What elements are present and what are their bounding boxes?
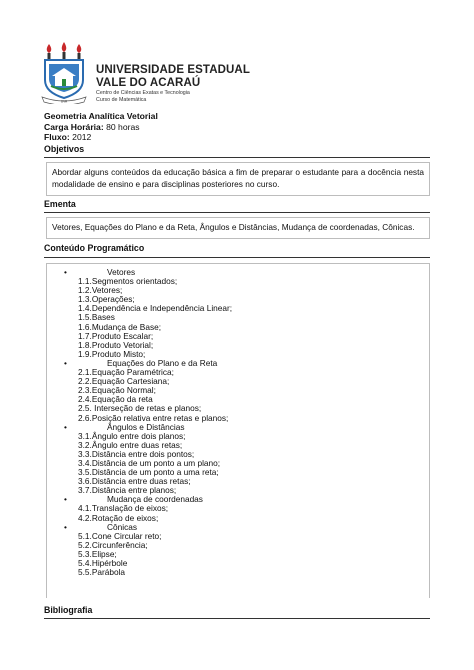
- objectives-heading: Objetivos: [44, 144, 85, 154]
- program-subitem: 2.5. Interseção de retas e planos;: [78, 403, 202, 414]
- program-subitem: 3.6.Distância entre duas retas;: [78, 476, 191, 487]
- program-heading: Conteúdo Programático: [44, 243, 145, 253]
- program-subitem: 5.1.Cone Circular reto;: [78, 530, 162, 541]
- program-topic-title: Ângulos e Distâncias: [107, 421, 185, 432]
- bibliography-rule: [44, 618, 430, 619]
- ementa-text: Vetores, Equações do Plano e da Reta, Ângulos e Distâncias, Mudança de coordenadas, Cônicas.: [52, 222, 415, 232]
- program-topic-title: Cônicas: [107, 521, 137, 532]
- program-subitem: 3.5.Distância de um ponto a uma reta;: [78, 467, 219, 478]
- institution-header: [40, 42, 340, 106]
- program-subitem: 5.5.Parábola: [78, 567, 126, 578]
- program-subitem: 1.6.Mudança de Base;: [78, 321, 162, 332]
- program-subitem: 2.3.Equação Normal;: [78, 385, 156, 396]
- program-subitem: 4.2.Rotação de eixos;: [78, 512, 159, 523]
- program-topic: [61, 523, 232, 532]
- institution-name-line1: UNIVERSIDADE ESTADUAL: [96, 64, 250, 76]
- program-subitem: 3.3.Distância entre dois pontos;: [78, 448, 195, 459]
- program-topic-title: Equações do Plano e da Reta: [107, 357, 218, 368]
- program-subitem: 2.1.Equação Paramétrica;: [78, 367, 174, 378]
- bullet-icon: •: [64, 494, 67, 505]
- program-topic-title: Mudança de coordenadas: [107, 494, 203, 505]
- flow-value: 2012: [72, 132, 92, 143]
- program-subitem: 2.4.Equação da reta: [78, 394, 153, 405]
- ementa-rule: [44, 212, 430, 213]
- institution-center: Centro de Ciências Exatas e Tecnologia: [96, 90, 190, 96]
- program-subitem: 5.4.Hipérbole: [78, 558, 128, 568]
- program-subitem: 1.7.Produto Escalar;: [78, 330, 154, 341]
- program-subitem: 1.8.Produto Vetorial;: [78, 339, 154, 350]
- objectives-rule: [44, 157, 430, 158]
- course-info: [44, 111, 158, 143]
- bibliography-heading: Bibliografia: [44, 605, 93, 615]
- program-topic: [61, 423, 232, 432]
- program-subitem: 2.2.Equação Cartesiana;: [78, 376, 170, 387]
- workload-label: Carga Horária:: [44, 121, 104, 132]
- bullet-icon: •: [64, 357, 67, 368]
- program-subitem: 1.2.Vetores;: [78, 285, 123, 296]
- program-subitem: 1.5.Bases: [78, 312, 115, 323]
- program-subitem: 3.7.Distância entre planos;: [78, 485, 177, 496]
- workload-value: 80 horas: [106, 121, 140, 132]
- ementa-heading: Ementa: [44, 199, 76, 209]
- program-topic: [61, 495, 232, 504]
- program-subitem: 1.3.Operações;: [78, 294, 135, 305]
- program-topic: [61, 268, 232, 277]
- program-rule: [44, 257, 430, 258]
- institution-course: Curso de Matemática: [96, 97, 147, 103]
- objectives-text: Abordar alguns conteúdos da educação básica a fim de preparar o estudante para a docência nesta modalidade de ensino e para disciplinas posteriores no curso.: [52, 167, 424, 189]
- course-title: Geometria Analítica Vetorial: [44, 111, 158, 121]
- bullet-icon: •: [64, 521, 67, 532]
- program-subitem: 5.2.Circunferência;: [78, 539, 148, 550]
- program-subitem: 1.1.Segmentos orientados;: [78, 276, 178, 287]
- program-subitem: 3.1.Ângulo entre dois planos;: [78, 430, 186, 441]
- institution-name-block: [96, 64, 250, 104]
- program-subitem: 1.9.Produto Misto;: [78, 348, 146, 359]
- program-topic-title: Vetores: [107, 267, 136, 277]
- institution-name-line2: VALE DO ACARAÚ: [96, 77, 201, 89]
- program-subitem: 3.2.Ângulo entre duas retas;: [78, 439, 183, 450]
- program-box: [46, 263, 430, 598]
- bullet-icon: •: [64, 421, 67, 432]
- program-topic: [61, 359, 232, 368]
- flow-label: Fluxo:: [44, 132, 70, 143]
- university-logo: [40, 42, 88, 104]
- program-subitem: 5.3.Elipse;: [78, 548, 117, 559]
- program-subitem: 4.1.Translação de eixos;: [78, 503, 169, 514]
- objectives-box: [46, 162, 430, 196]
- program-subitem: 2.6.Posição relativa entre retas e planos;: [78, 412, 229, 423]
- program-list: [61, 268, 232, 577]
- ementa-box: [46, 217, 430, 239]
- program-subitem: 1.4.Dependência e Independência Linear;: [78, 303, 233, 314]
- bullet-icon: •: [64, 267, 67, 277]
- logo-motto: UVA: [60, 99, 68, 104]
- program-subitem: 3.4.Distância de um ponto a um plano;: [78, 457, 221, 468]
